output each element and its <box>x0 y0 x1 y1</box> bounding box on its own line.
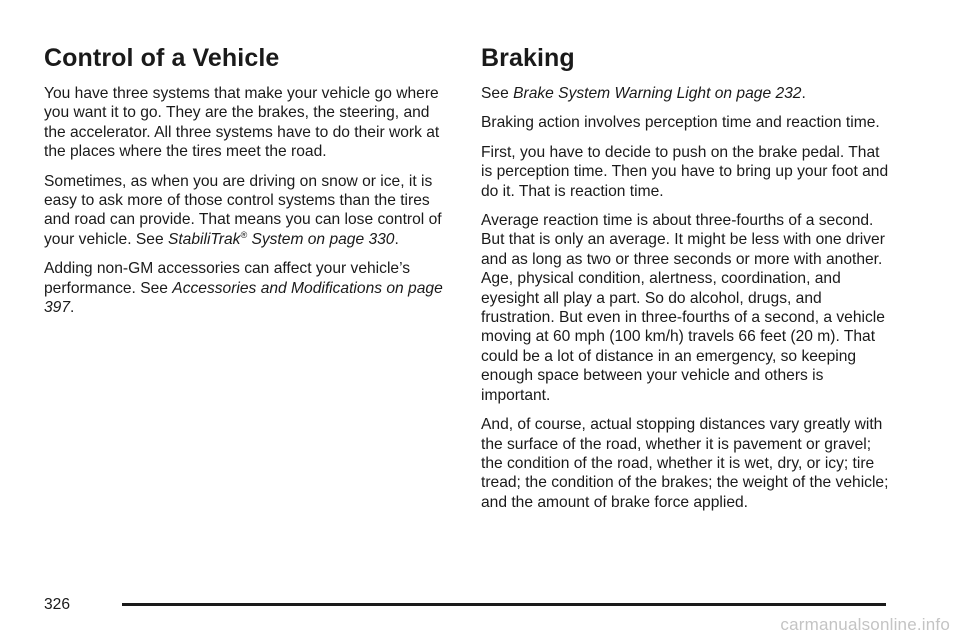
paragraph-end: . <box>801 85 806 102</box>
paragraph-text: Adding non-GM accessories can affect your vehicle’s performance. See <box>44 260 411 297</box>
paragraph-perception-time: First, you have to decide to push on the brake pedal. That is perception time. Then you have to bring up your foot and do it. That is reaction time. <box>481 143 889 200</box>
paragraph-braking-action: Braking action involves perception time and reaction time. <box>481 114 880 132</box>
paragraph-text: Sometimes, as when you are driving on snow or ice, it is easy to ask more of those control systems than the tires and road can provide. That means you can lose control of your vehicle. See <box>44 172 442 248</box>
cross-reference-accessories[interactable]: Accessories and Modifications on page 397 <box>44 279 443 317</box>
paragraph-end: . <box>70 299 75 317</box>
registered-mark: ® <box>240 229 248 240</box>
footer-rule <box>122 603 886 606</box>
cross-reference-stabilitrak[interactable] <box>168 231 395 248</box>
paragraph-snow-ice <box>44 172 452 250</box>
page-number: 326 <box>44 596 71 613</box>
paragraph-end: . <box>394 230 399 248</box>
left-column <box>44 42 452 327</box>
section-heading-braking: Braking <box>481 44 575 72</box>
reference-text: System on page 330 <box>247 230 395 248</box>
reference-text: StabiliTrak <box>167 230 241 248</box>
section-heading-control: Control of a Vehicle <box>44 44 280 72</box>
cross-reference-brake-warning-light[interactable]: Brake System Warning Light on page 232 <box>513 85 802 102</box>
paragraph-reaction-time: Average reaction time is about three-fourths of a second. But that is only an average. It might be less with one driver and as long as two or three seconds or more with another. Age, physical condition, alertness, coordination, and eyesight all play a part. So do alcohol, drugs, and frustration. But even in three-fourths of a second, a vehicle moving at 60 mph (100 km/h) travels 66 feet (20 m). That could be a lot of distance in an emergency, so keeping enough space between your vehicle and others is important. <box>481 212 885 404</box>
paragraph-see-reference <box>481 84 891 103</box>
watermark: carmanualsonline.info <box>780 615 950 634</box>
paragraph-accessories <box>44 259 452 317</box>
paragraph-text: See <box>481 85 514 102</box>
right-column <box>481 42 891 522</box>
paragraph-three-systems: You have three systems that make your vehicle go where you want it to go. They are the brakes, the steering, and the accelerator. All three systems have to do their work at the places where the tires meet the road. <box>44 85 440 161</box>
paragraph-stopping-distances: And, of course, actual stopping distances vary greatly with the surface of the road, whether it is pavement or gravel; the condition of the road, whether it is wet, dry, or icy; tire tread; the condition of the brakes; the weight of the vehicle; and the amount of brake force applied. <box>481 416 889 511</box>
